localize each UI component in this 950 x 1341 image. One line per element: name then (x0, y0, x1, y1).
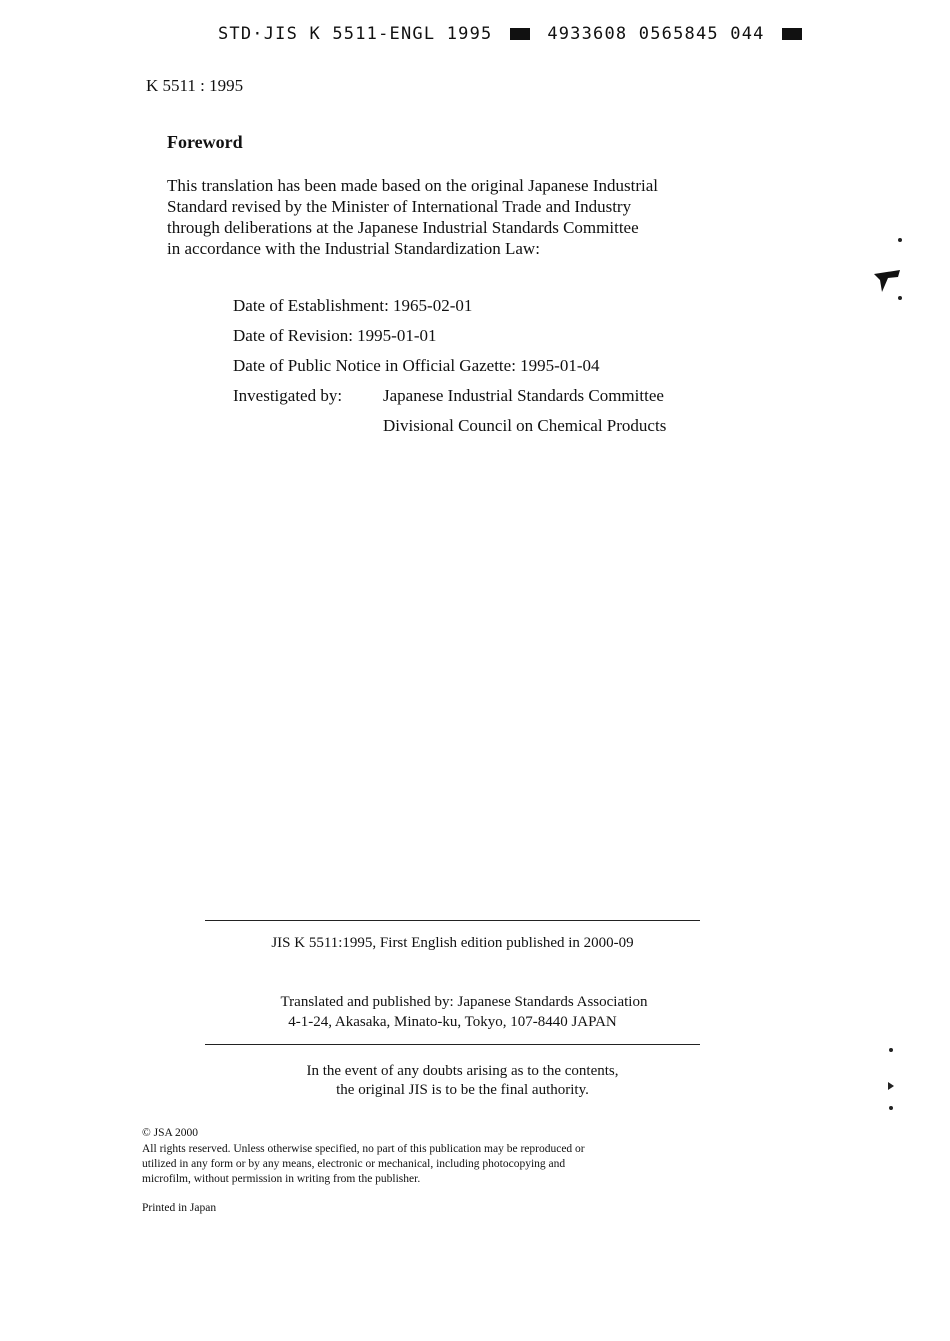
authority-line-1: In the event of any doubts arising as to the contents, (306, 1063, 619, 1079)
scan-mark-icon (868, 230, 908, 310)
header-code-left: STD·JIS K 5511-ENGL 1995 (218, 24, 493, 44)
barcode-block-icon (782, 28, 802, 40)
foreword-line: This translation has been made based on the original Japanese Industrial (167, 176, 658, 195)
rights-line: All rights reserved. Unless otherwise specified, no part of this publication may be reproduced or (142, 1143, 585, 1155)
rights-statement (142, 1142, 782, 1187)
foreword-line: in accordance with the Industrial Standardization Law: (167, 239, 540, 258)
scan-dots-icon (880, 1040, 904, 1120)
foreword-paragraph (167, 175, 777, 259)
rights-line: microfilm, without permission in writing from the publisher. (142, 1173, 421, 1185)
divider-bottom (205, 1044, 700, 1045)
divisional-council: Divisional Council on Chemical Products (383, 416, 667, 435)
barcode-block-icon (510, 28, 530, 40)
foreword-line: through deliberations at the Japanese Industrial Standards Committee (167, 218, 639, 237)
rights-line: utilized in any form or by any means, electronic or mechanical, including photocopying and (142, 1158, 566, 1170)
investigated-by-value: Japanese Industrial Standards Committee (383, 386, 664, 405)
date-of-revision: Date of Revision: 1995-01-01 (233, 326, 437, 345)
investigated-by-label: Investigated by: (233, 386, 343, 405)
translated-by-line: Translated and published by: Japanese Standards Association (280, 994, 648, 1010)
publisher-address: 4-1-24, Akasaka, Minato-ku, Tokyo, 107-8440 JAPAN (288, 1014, 617, 1030)
document-header-code (218, 24, 808, 48)
page-identifier: K 5511 : 1995 (146, 76, 244, 95)
foreword-line: Standard revised by the Minister of International Trade and Industry (167, 197, 632, 216)
printed-in: Printed in Japan (142, 1202, 217, 1214)
date-of-public-notice: Date of Public Notice in Official Gazette: 1995-01-04 (233, 356, 600, 375)
copyright-notice: © JSA 2000 (142, 1127, 199, 1139)
authority-line-2: the original JIS is to be the final authority. (336, 1082, 589, 1098)
date-of-establishment: Date of Establishment: 1965-02-01 (233, 296, 473, 315)
divider-top (205, 920, 700, 921)
header-code-right: 4933608 0565845 044 (547, 24, 765, 44)
foreword-heading: Foreword (167, 132, 243, 152)
edition-note: JIS K 5511:1995, First English edition published in 2000-09 (271, 935, 634, 951)
